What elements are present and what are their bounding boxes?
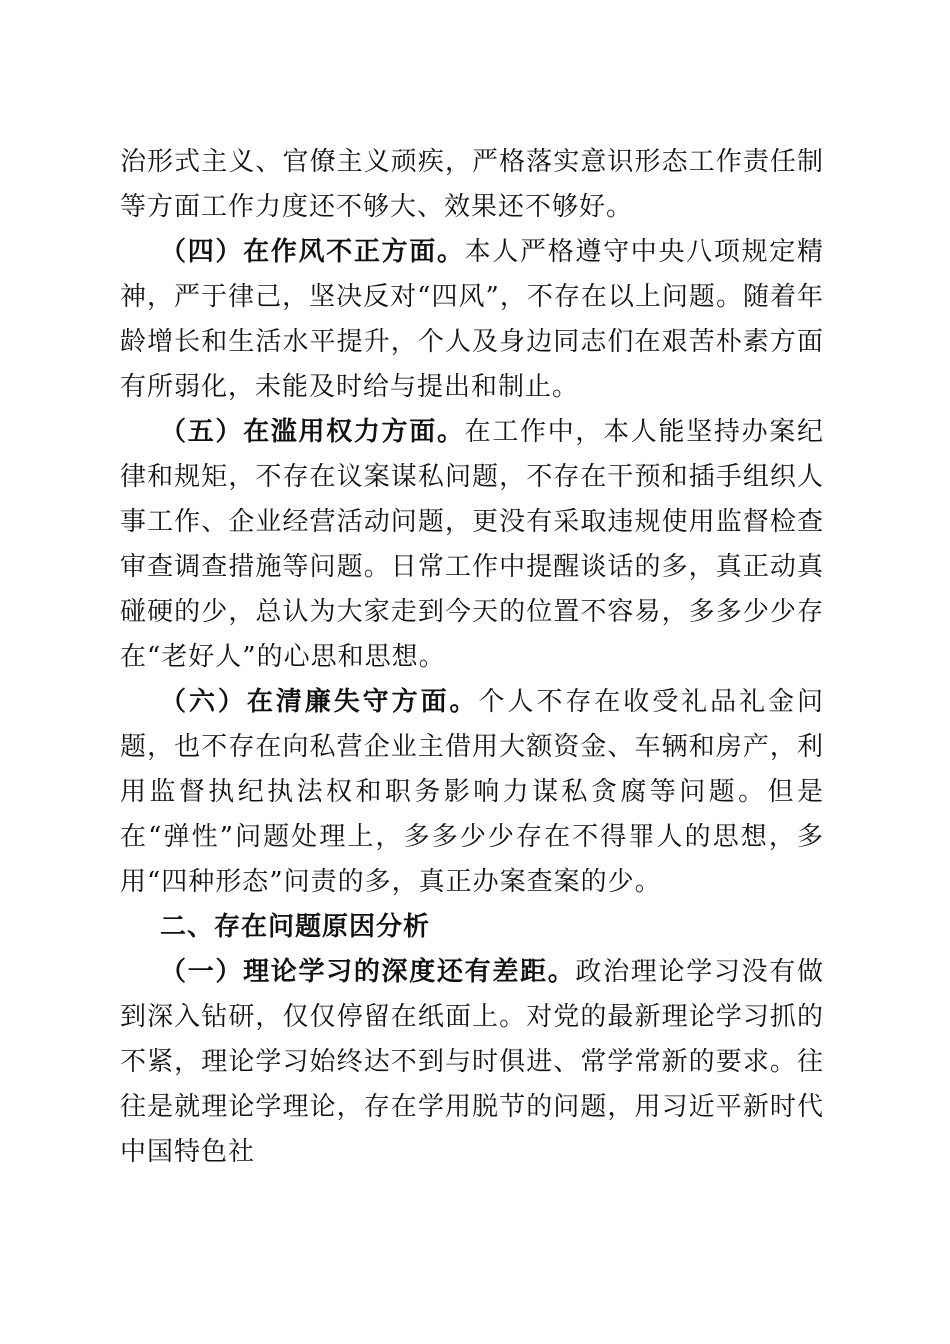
paragraph-lead: （一）理论学习的深度还有差距。 — [160, 957, 576, 987]
paragraph-lead: （四）在作风不正方面。 — [160, 237, 465, 267]
paragraph-text: 本人严格遵守中央八项规定精神，严于律己，坚决反对“四风”，不存在以上问题。随着年龄增长和生活水平提升，个人及身边同志们在艰苦朴素方面有所弱化，未能及时给与提出和制止。 — [120, 237, 824, 402]
paragraph-work-style — [120, 230, 824, 410]
paragraph-integrity — [120, 680, 824, 905]
paragraph-text: 治形式主义、官僚主义顽疾，严格落实意识形态工作责任制等方面工作力度还不够大、效果还不够好。 — [120, 147, 824, 222]
paragraph-continuation — [120, 140, 824, 230]
paragraph-text: 政治理论学习没有做到深入钻研，仅仅停留在纸面上。对党的最新理论学习抓的不紧，理论学习始终达不到与时俱进、常学常新的要求。往往是就理论学理论，存在学用脱节的问题，用习近平新时代中国特色社 — [120, 957, 824, 1167]
paragraph-lead: （六）在清廉失守方面。 — [160, 687, 479, 717]
section-heading: 二、存在问题原因分析 — [160, 912, 431, 942]
paragraph-lead: （五）在滥用权力方面。 — [160, 417, 465, 447]
paragraph-text: 在工作中，本人能坚持办案纪律和规矩，不存在议案谋私问题，不存在干预和插手组织人事工作、企业经营活动问题，更没有采取违规使用监督检查审查调查措施等问题。日常工作中提醒谈话的多，真正动真碰硬的少，总认为大家走到今天的位置不容易，多多少少存在“老好人”的心思和思想。 — [120, 417, 824, 672]
document-page — [120, 140, 824, 1175]
paragraph-theory-study — [120, 950, 824, 1175]
paragraph-power-abuse — [120, 410, 824, 680]
paragraph-text: 个人不存在收受礼品礼金问题，也不存在向私营企业主借用大额资金、车辆和房产，利用监督执纪执法权和职务影响力谋私贪腐等问题。但是在“弹性”问题处理上，多多少少存在不得罪人的思想，多用“四种形态”问责的多，真正办案查案的少。 — [120, 687, 824, 897]
